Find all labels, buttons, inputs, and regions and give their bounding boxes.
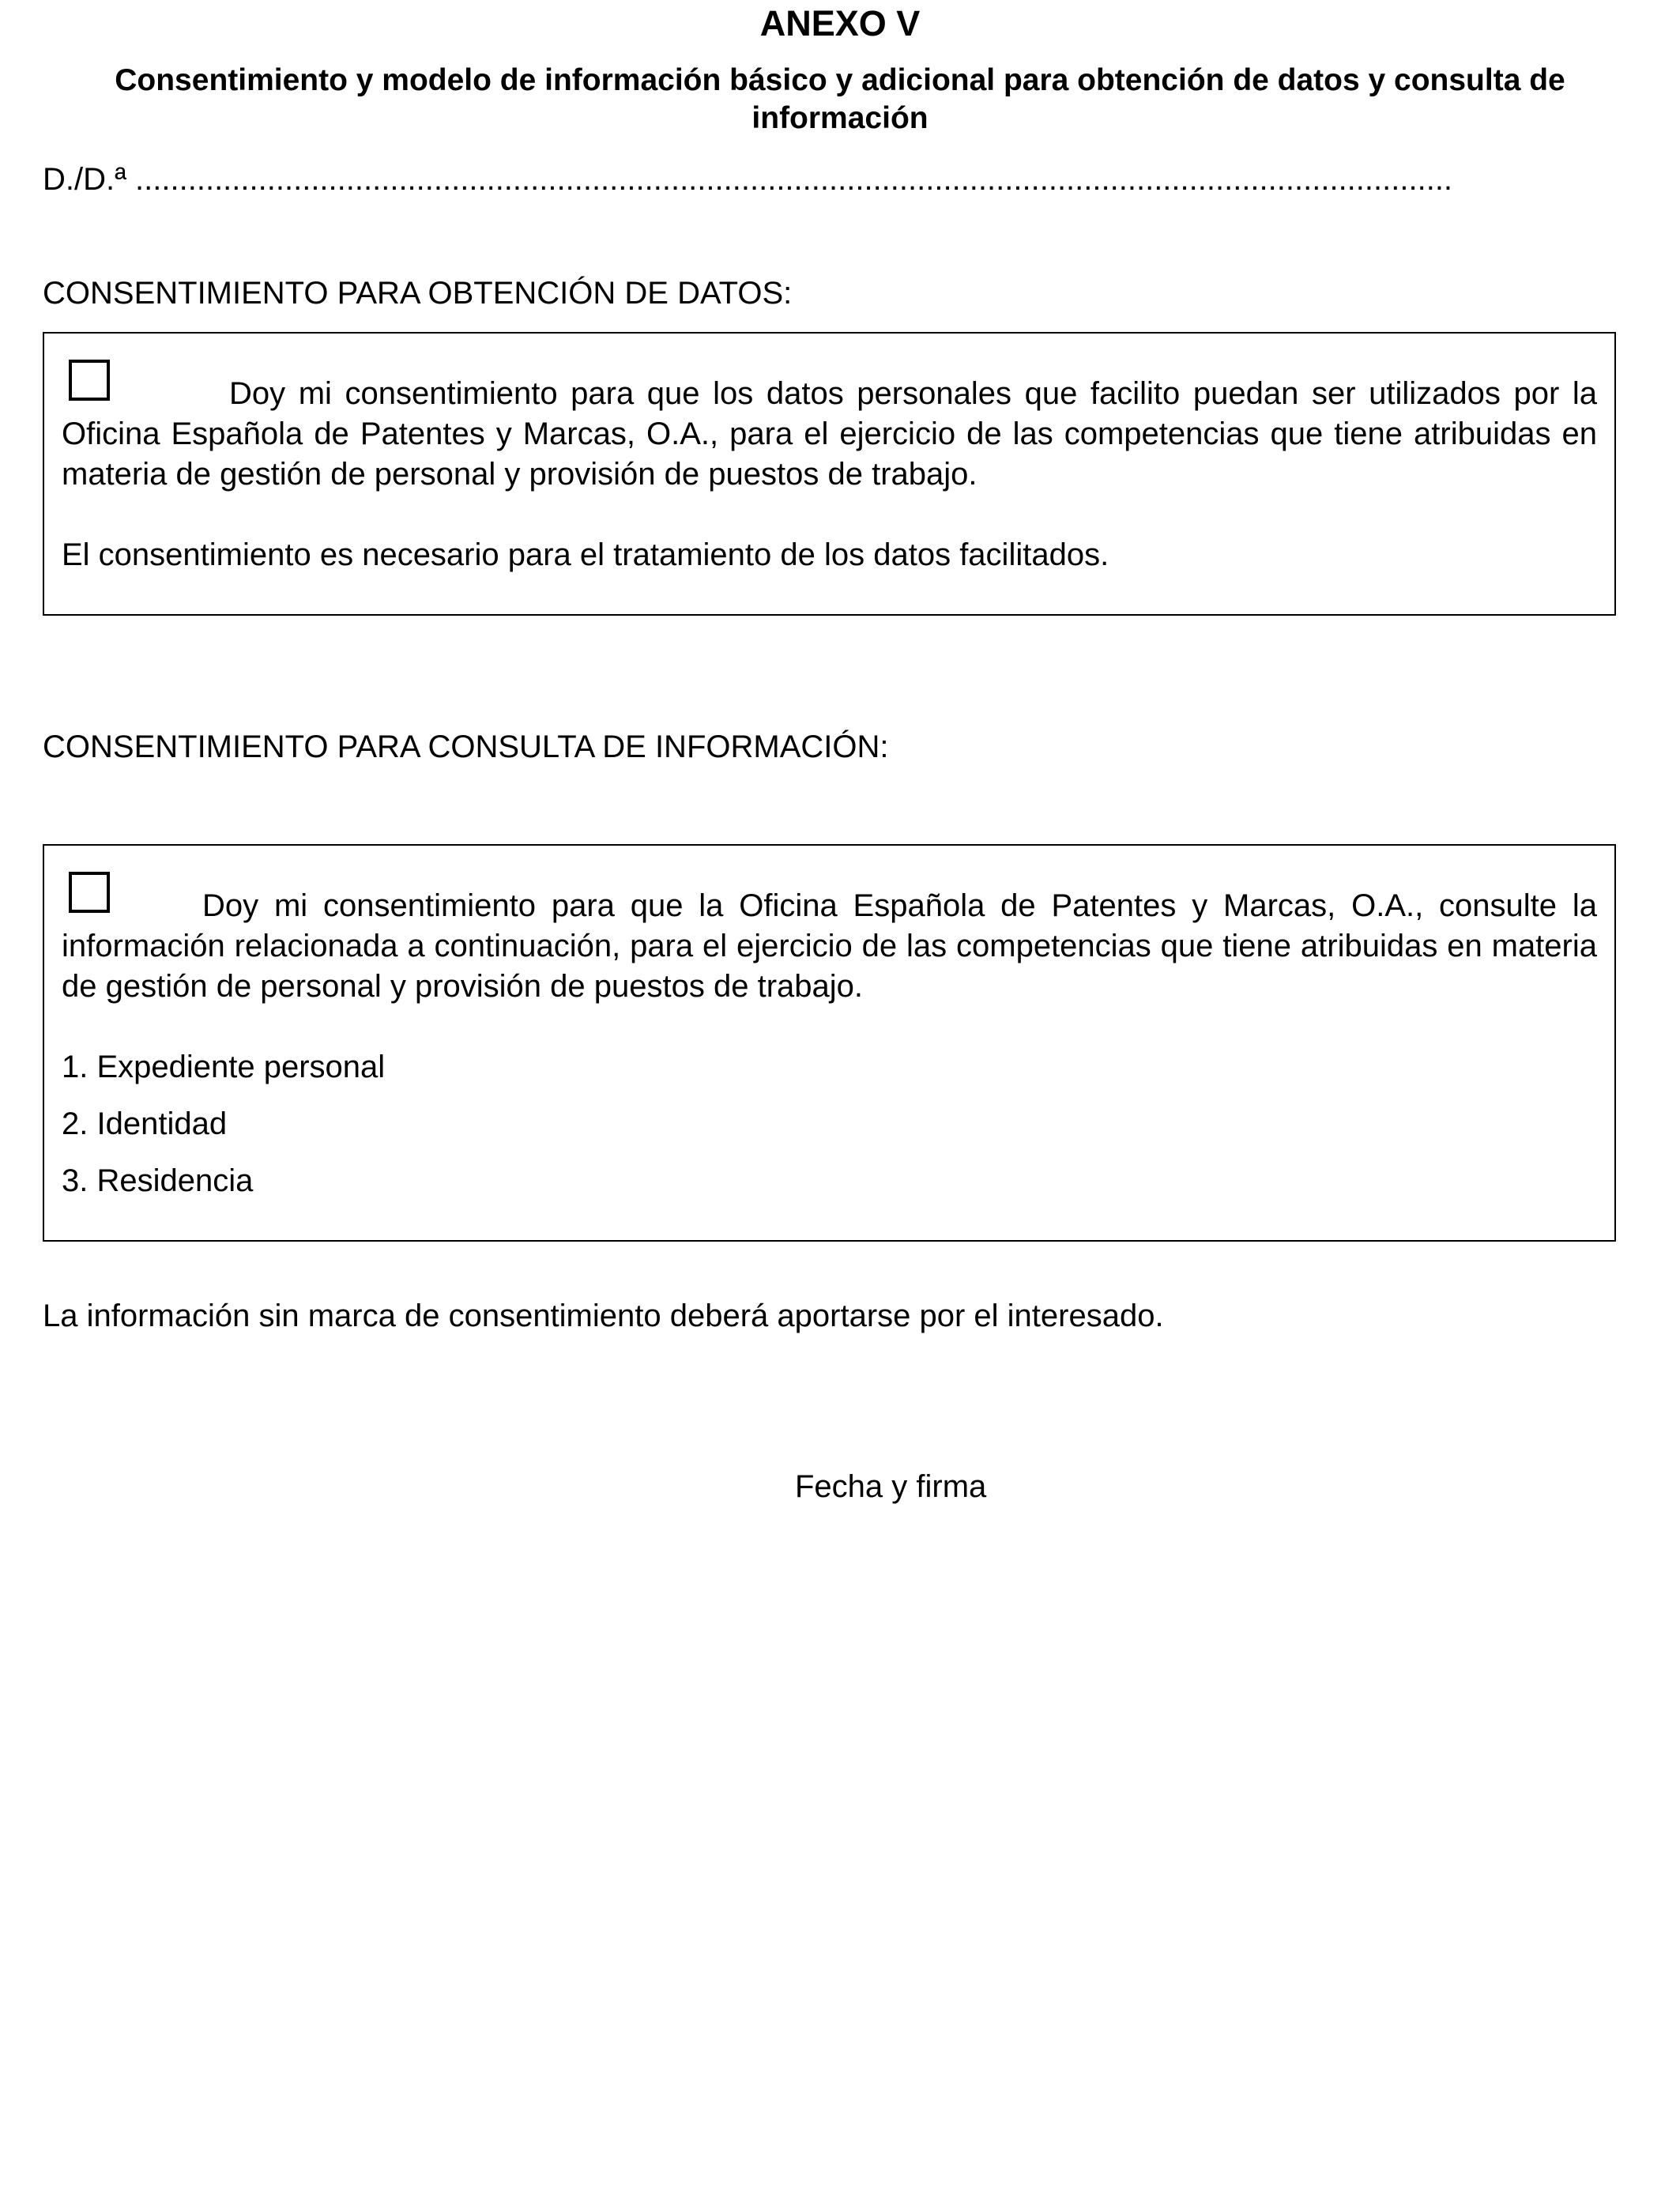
consent-checkbox-consulta[interactable] xyxy=(69,872,110,913)
document-title: ANEXO V xyxy=(759,3,921,43)
consent-checkbox-data[interactable] xyxy=(69,360,110,401)
consent-text-consulta: Doy mi consentimiento para que la Oficina Española de Patentes y Marcas, O.A., consulte la información relacionada a continuación, para el ejercicio de las competencias que tiene atribuidas en materia de gestión de personal y provisión de puestos de trabajo. xyxy=(62,888,1597,1004)
list-item: 2. Identidad xyxy=(62,1106,228,1141)
list-item: 1. Expediente personal xyxy=(62,1050,386,1084)
section-heading-data: CONSENTIMIENTO PARA OBTENCIÓN DE DATOS: xyxy=(43,276,793,311)
consent-box-consulta xyxy=(43,844,1616,1242)
signature-label: Fecha y firma xyxy=(795,1469,987,1504)
footer-note: La información sin marca de consentimiento deberá aportarse por el interesado. xyxy=(43,1299,1164,1333)
consent-box-data xyxy=(43,332,1616,616)
document-subtitle: Consentimiento y modelo de información básico y adicional para obtención de datos y consulta de información xyxy=(115,63,1565,135)
section-heading-consulta: CONSENTIMIENTO PARA CONSULTA DE INFORMACIÓN: xyxy=(43,729,889,764)
list-item: 3. Residencia xyxy=(62,1163,254,1198)
consent-text-data: Doy mi consentimiento para que los datos personales que facilito puedan ser utilizados por la Oficina Española de Patentes y Marcas, O.A., para el ejercicio de las competencias que tiene atribuidas en materia de gestión de personal y provisión de puestos de trabajo. xyxy=(62,376,1597,492)
consent-note-data: El consentimiento es necesario para el tratamiento de los datos facilitados. xyxy=(62,537,1109,572)
name-field-dots: ...................................................................................................................................................... xyxy=(135,162,1453,197)
name-field-line[interactable] xyxy=(43,160,1655,199)
name-field-label: D./D.ª xyxy=(43,162,126,197)
